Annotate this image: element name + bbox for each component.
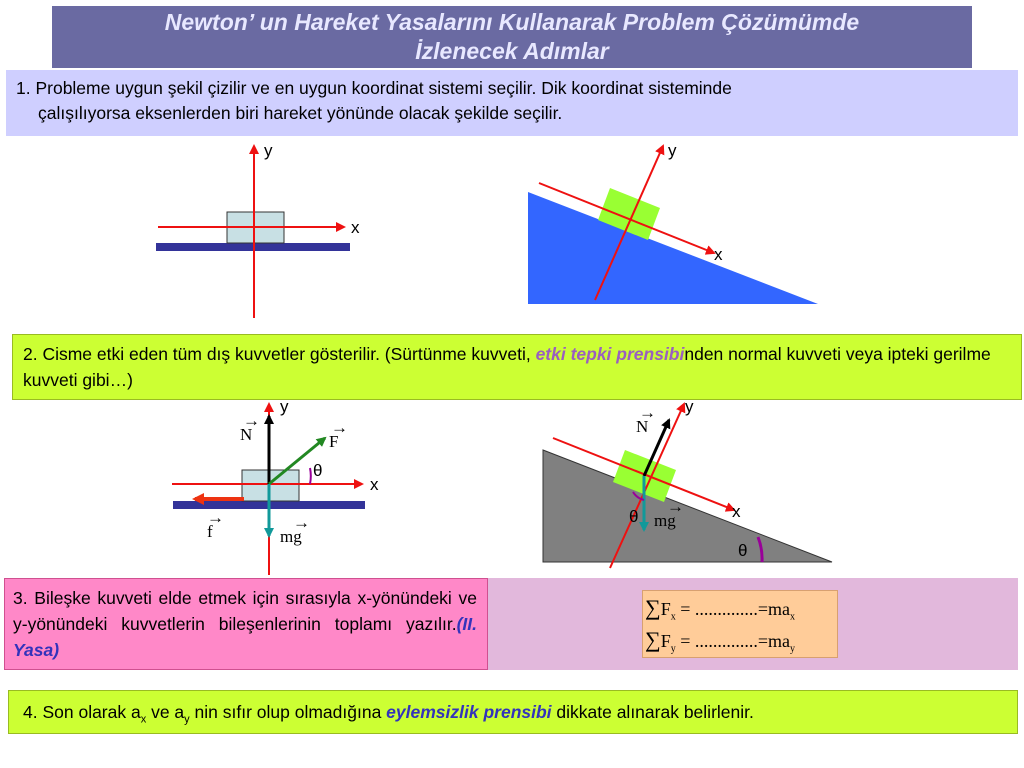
step-4-text-b: ve a	[146, 702, 185, 722]
diagram-incline-forces	[543, 397, 832, 568]
theta-label: θ	[738, 541, 748, 560]
step-4-text-a: 4. Son olarak a	[23, 702, 141, 722]
vector-arrow: →	[331, 418, 348, 437]
formula-sum-fx: $\sum F_x = ..............=ma_x$	[645, 595, 796, 623]
friction-label: f	[207, 522, 213, 541]
y-label: y	[668, 141, 677, 160]
theta-arc	[310, 468, 311, 484]
weight-label: mg	[654, 511, 676, 530]
incline-gray	[543, 450, 832, 562]
vector-arrow: →	[243, 411, 260, 430]
normal-label: N	[636, 417, 649, 436]
theta-label: θ	[313, 461, 323, 480]
step-4-text-d: dikkate alınarak belirlenir.	[551, 702, 754, 722]
step-3-text: 3. Bileşke kuvveti elde etmek için sırasıyla x-yönündeki ve y-yönündeki kuvvetlerin bileşenlerinin toplamı yazılır.	[13, 588, 477, 634]
x-label: x	[370, 475, 379, 494]
formula-sum-fy: $\sum F_y = ..............=ma_y$	[645, 627, 796, 655]
vector-arrow: →	[207, 508, 224, 527]
title-line-2: İzlenecek Adımlar	[415, 38, 609, 64]
step-4-text-c: nin sıfır olup olmadığına	[189, 702, 387, 722]
step-2-text-pre: 2. Cisme etki eden tüm dış kuvvetler gösterilir. (Sürtünme kuvveti,	[23, 344, 536, 364]
y-label: y	[264, 141, 273, 160]
normal-label: N	[240, 425, 253, 444]
theta-label: θ	[629, 507, 639, 526]
force-label: F	[329, 432, 339, 451]
step-4-sub-x: x	[140, 713, 147, 726]
x-label: x	[714, 245, 723, 264]
diagram-flat-forces	[172, 397, 379, 575]
step-2-text-post: nden normal kuvveti veya ipteki gerilme kuvveti gibi…)	[23, 344, 991, 390]
step-1-line-1: 1. Probleme uygun şekil çizilir ve en uygun koordinat sistemi seçilir. Dik koordinat sisteminde	[16, 78, 732, 98]
x-label: x	[351, 218, 360, 237]
title-line-1: Newton’ un Hareket Yasalarını Kullanarak Problem Çözümümde	[164, 9, 860, 35]
vector-arrow: →	[639, 403, 656, 422]
step-2-highlight: etki tepki prensibi	[535, 344, 685, 364]
vector-arrow: →	[293, 513, 310, 532]
diagram-flat-axes	[156, 141, 360, 318]
y-label: y	[280, 397, 289, 416]
y-label: y	[685, 397, 694, 416]
incline-blue	[528, 192, 818, 304]
step-1-line-2: çalışılıyorsa eksenlerden biri hareket yönünde olacak şekilde seçilir.	[38, 103, 563, 123]
diagram-incline-axes	[528, 141, 818, 304]
weight-label: mg	[280, 527, 302, 546]
x-label: x	[732, 502, 741, 521]
vector-arrow: →	[667, 497, 684, 516]
step-4-highlight: eylemsizlik prensibi	[386, 702, 552, 722]
step-4-sub-y: y	[184, 713, 190, 726]
step-3-law: (II. Yasa)	[13, 614, 477, 660]
